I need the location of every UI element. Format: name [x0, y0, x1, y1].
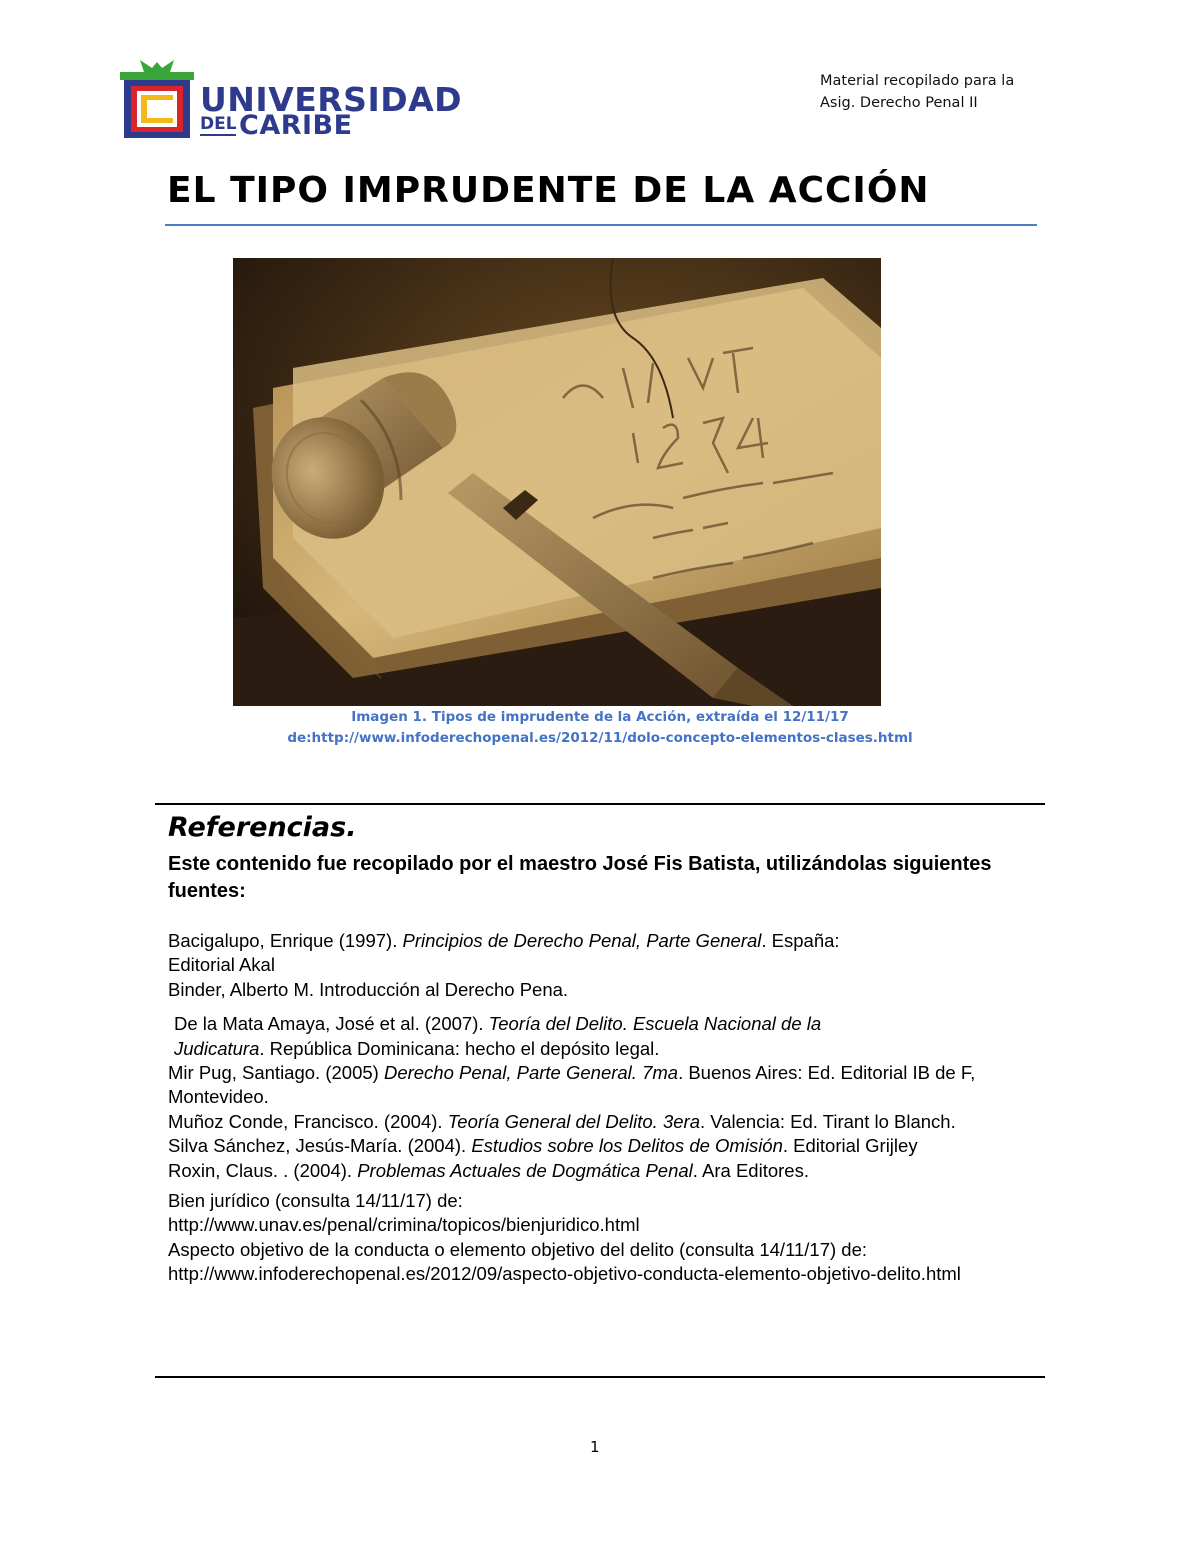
- logo-del-text: DEL: [200, 114, 237, 134]
- reference-title: Derecho Penal, Parte General. 7ma: [383, 1062, 679, 1084]
- gavel-photo: [233, 258, 881, 706]
- reference-title: Judicatura: [174, 1037, 260, 1059]
- logo-del-underline: [200, 134, 236, 136]
- reference-bien-juridico: Bien jurídico (consulta 14/11/17) de:: [168, 1190, 463, 1212]
- figure-caption: [160, 707, 1040, 749]
- reference-title: Teoría General del Delito. 3era: [447, 1110, 700, 1132]
- logo-caribe-text: CARIBE: [239, 110, 353, 141]
- document-title: EL TIPO IMPRUDENTE DE LA ACCIÓN: [167, 170, 930, 211]
- reference-aspecto-objetivo: Aspecto objetivo de la conducta o elemento objetivo del delito (consulta 14/11/17) de:: [168, 1238, 868, 1260]
- references-top-rule: [155, 803, 1045, 805]
- university-logo-emblem: [118, 58, 196, 140]
- reference-text: Editorial Akal: [168, 954, 275, 976]
- reference-text: De la Mata Amaya, José et al. (2007).: [174, 1013, 489, 1035]
- title-underline: [165, 224, 1037, 226]
- reference-munoz-conde: [168, 1110, 1038, 1134]
- reference-text: Muñoz Conde, Francisco. (2004).: [168, 1110, 448, 1132]
- reference-binder: Binder, Alberto M. Introducción al Derecho Pena.: [168, 978, 569, 1000]
- reference-silva-sanchez: [168, 1134, 1038, 1158]
- logo-universidad-text: UNIVERSIDAD: [200, 80, 463, 119]
- reference-text: . Buenos Aires: Ed. Editorial IB de F, Montevideo.: [168, 1062, 976, 1108]
- reference-aspecto-objetivo-link[interactable]: http://www.infoderechopenal.es/2012/09/aspecto-objetivo-conducta-elemento-objetivo-delito.html: [168, 1263, 961, 1285]
- references-bottom-rule: [155, 1376, 1045, 1378]
- header-note: [820, 70, 1014, 114]
- reference-text: Mir Pug, Santiago. (2005): [168, 1062, 384, 1084]
- header-note-line1: Material recopilado para la: [820, 73, 1015, 89]
- reference-text: . República Dominicana: hecho el depósito legal.: [259, 1037, 660, 1059]
- reference-mir-pug: [168, 1061, 1038, 1110]
- reference-bacigalupo: [168, 929, 1038, 978]
- reference-title: Estudios sobre los Delitos de Omisión: [471, 1135, 783, 1157]
- reference-text: . Editorial Grijley: [782, 1135, 918, 1157]
- reference-title: Problemas Actuales de Dogmática Penal: [357, 1159, 693, 1181]
- references-list: [168, 929, 1038, 1287]
- reference-bien-juridico-link[interactable]: http://www.unav.es/penal/crimina/topicos/bienjuridico.html: [168, 1214, 640, 1236]
- reference-text: Bacigalupo, Enrique (1997).: [168, 930, 403, 951]
- reference-de-la-mata: [168, 1012, 1038, 1061]
- figure-caption-source-link[interactable]: de:http://www.infoderechopenal.es/2012/11/dolo-concepto-elementos-clases.html: [287, 730, 913, 746]
- reference-text: Roxin, Claus. . (2004).: [168, 1159, 358, 1181]
- reference-text: . Valencia: Ed. Tirant lo Blanch.: [700, 1110, 956, 1132]
- reference-text: . Ara Editores.: [692, 1159, 809, 1181]
- gavel-illustration: [233, 258, 881, 706]
- header-note-line2: Asig. Derecho Penal II: [820, 95, 978, 111]
- university-logo: [118, 58, 463, 141]
- references-intro: Este contenido fue recopilado por el maestro José Fis Batista, utilizándolas siguientes fuentes:: [168, 853, 992, 902]
- reference-title: Teoría del Delito. Escuela Nacional de la: [488, 1013, 822, 1035]
- reference-text: . España:: [761, 930, 840, 951]
- reference-title: Principios de Derecho Penal, Parte General: [402, 930, 762, 951]
- reference-text: Silva Sánchez, Jesús-María. (2004).: [168, 1135, 472, 1157]
- references-heading: Referencias.: [168, 812, 357, 843]
- reference-roxin: [168, 1159, 1038, 1183]
- page-number: 1: [590, 1438, 600, 1456]
- figure-caption-line1: Imagen 1. Tipos de imprudente de la Acción, extraída el 12/11/17: [351, 709, 849, 725]
